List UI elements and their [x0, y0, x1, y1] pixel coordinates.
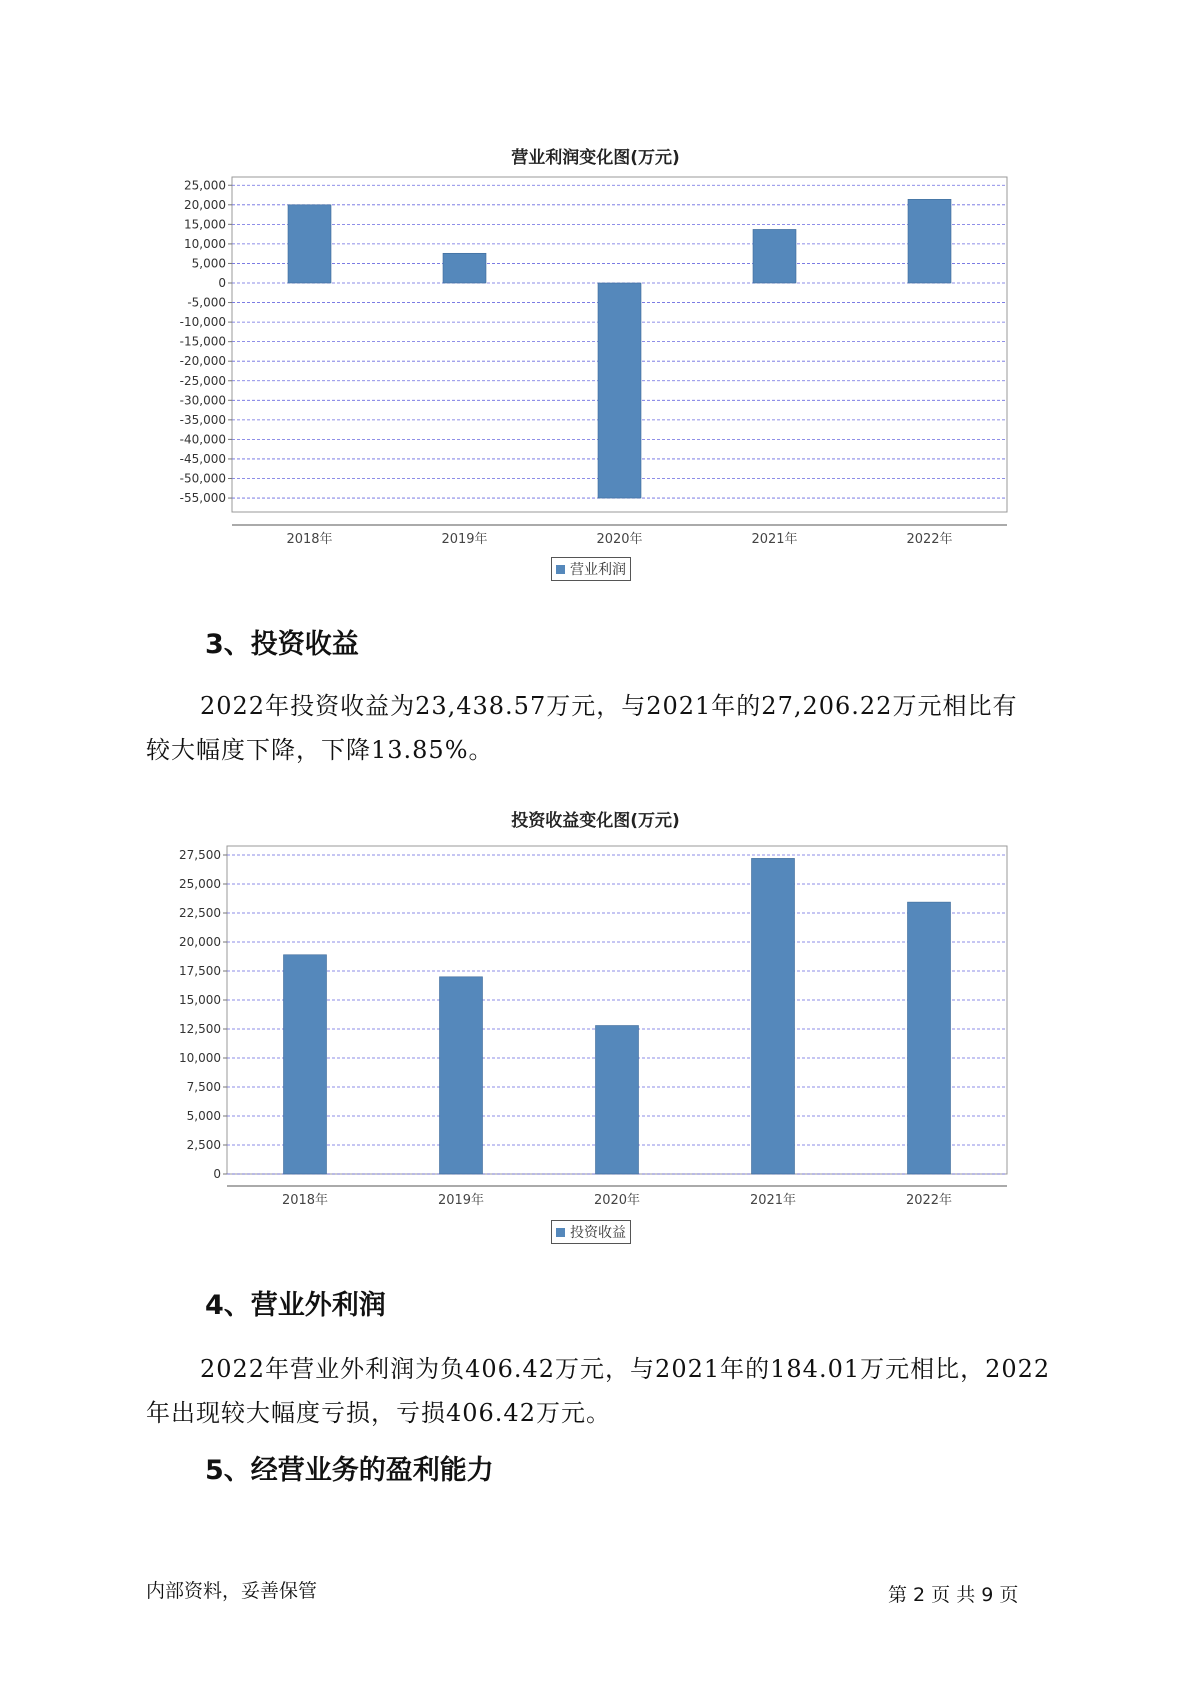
- x-tick-label: 2019年: [437, 1193, 485, 1208]
- section-3-para-line1: 2022年投资收益为23,438.57万元，与2021年的27,206.22万元相比有: [200, 692, 1018, 720]
- bar: [596, 1026, 639, 1174]
- y-tick-label: -25,000: [179, 373, 226, 388]
- y-tick-label: 7,500: [186, 1080, 221, 1094]
- x-tick-label: 2020年: [593, 1193, 641, 1208]
- x-tick-label: 2018年: [281, 1193, 329, 1208]
- section-5-heading: 5、经营业务的盈利能力: [205, 1455, 494, 1486]
- section-4-para-line1: 2022年营业外利润为负406.42万元，与2021年的184.01万元相比，2022: [200, 1355, 1051, 1383]
- x-tick-label: 2020年: [596, 532, 643, 547]
- y-tick-label: 17,500: [179, 964, 221, 978]
- section-4-para-line2: 年出现较大幅度亏损，亏损406.42万元。: [146, 1399, 611, 1427]
- y-tick-label: 0: [213, 1167, 221, 1181]
- y-tick-label: 10,000: [179, 1051, 221, 1065]
- y-tick-label: -15,000: [179, 334, 226, 349]
- y-tick-label: 22,500: [179, 906, 221, 920]
- x-tick-label: 2018年: [286, 532, 333, 547]
- y-tick-label: -5,000: [187, 295, 226, 310]
- bar: [440, 977, 483, 1174]
- y-tick-label: -10,000: [179, 315, 226, 330]
- y-tick-label: -35,000: [179, 412, 226, 427]
- section-3-para-line2: 较大幅度下降，下降13.85%。: [146, 736, 494, 764]
- section-3-heading: 3、投资收益: [205, 629, 359, 660]
- x-tick-label: 2019年: [441, 532, 488, 547]
- chart1-legend-label: 营业利润: [570, 562, 626, 578]
- chart2-legend: [551, 1220, 631, 1244]
- y-tick-label: 0: [218, 276, 226, 290]
- y-tick-label: -45,000: [179, 451, 226, 466]
- y-tick-label: 15,000: [184, 217, 226, 232]
- chart2-legend-label: 投资收益: [570, 1225, 626, 1241]
- y-tick-label: 12,500: [179, 1022, 221, 1036]
- y-tick-label: -30,000: [179, 393, 226, 408]
- bar: [284, 955, 327, 1174]
- y-tick-label: 5,000: [191, 256, 226, 271]
- y-tick-label: 27,500: [179, 848, 221, 862]
- chart2-title: 投资收益变化图(万元): [511, 811, 680, 831]
- bar: [908, 902, 951, 1174]
- x-tick-label: 2021年: [749, 1193, 797, 1208]
- x-tick-label: 2022年: [905, 1193, 953, 1208]
- y-tick-label: -40,000: [179, 432, 226, 447]
- y-tick-label: 20,000: [184, 197, 226, 212]
- section-4-heading: 4、营业外利润: [205, 1290, 386, 1321]
- x-tick-label: 2021年: [751, 532, 798, 547]
- y-tick-label: 2,500: [186, 1138, 221, 1152]
- legend-swatch: [556, 1228, 565, 1237]
- y-tick-label: 20,000: [179, 935, 221, 949]
- footer-confidential-note: 内部资料，妥善保管: [146, 1580, 318, 1602]
- bar: [752, 858, 795, 1174]
- footer-page-number: 第 2 页 共 9 页: [888, 1584, 1019, 1606]
- y-tick-label: 10,000: [184, 236, 226, 251]
- x-tick-label: 2022年: [906, 532, 953, 547]
- y-tick-label: -50,000: [179, 471, 226, 486]
- y-tick-label: 25,000: [184, 178, 226, 193]
- y-tick-label: 25,000: [179, 877, 221, 891]
- y-tick-label: 15,000: [179, 993, 221, 1007]
- y-tick-label: 5,000: [186, 1109, 221, 1123]
- y-tick-label: -55,000: [179, 491, 226, 506]
- chart1-title: 营业利润变化图(万元): [511, 148, 680, 168]
- y-tick-label: -20,000: [179, 354, 226, 369]
